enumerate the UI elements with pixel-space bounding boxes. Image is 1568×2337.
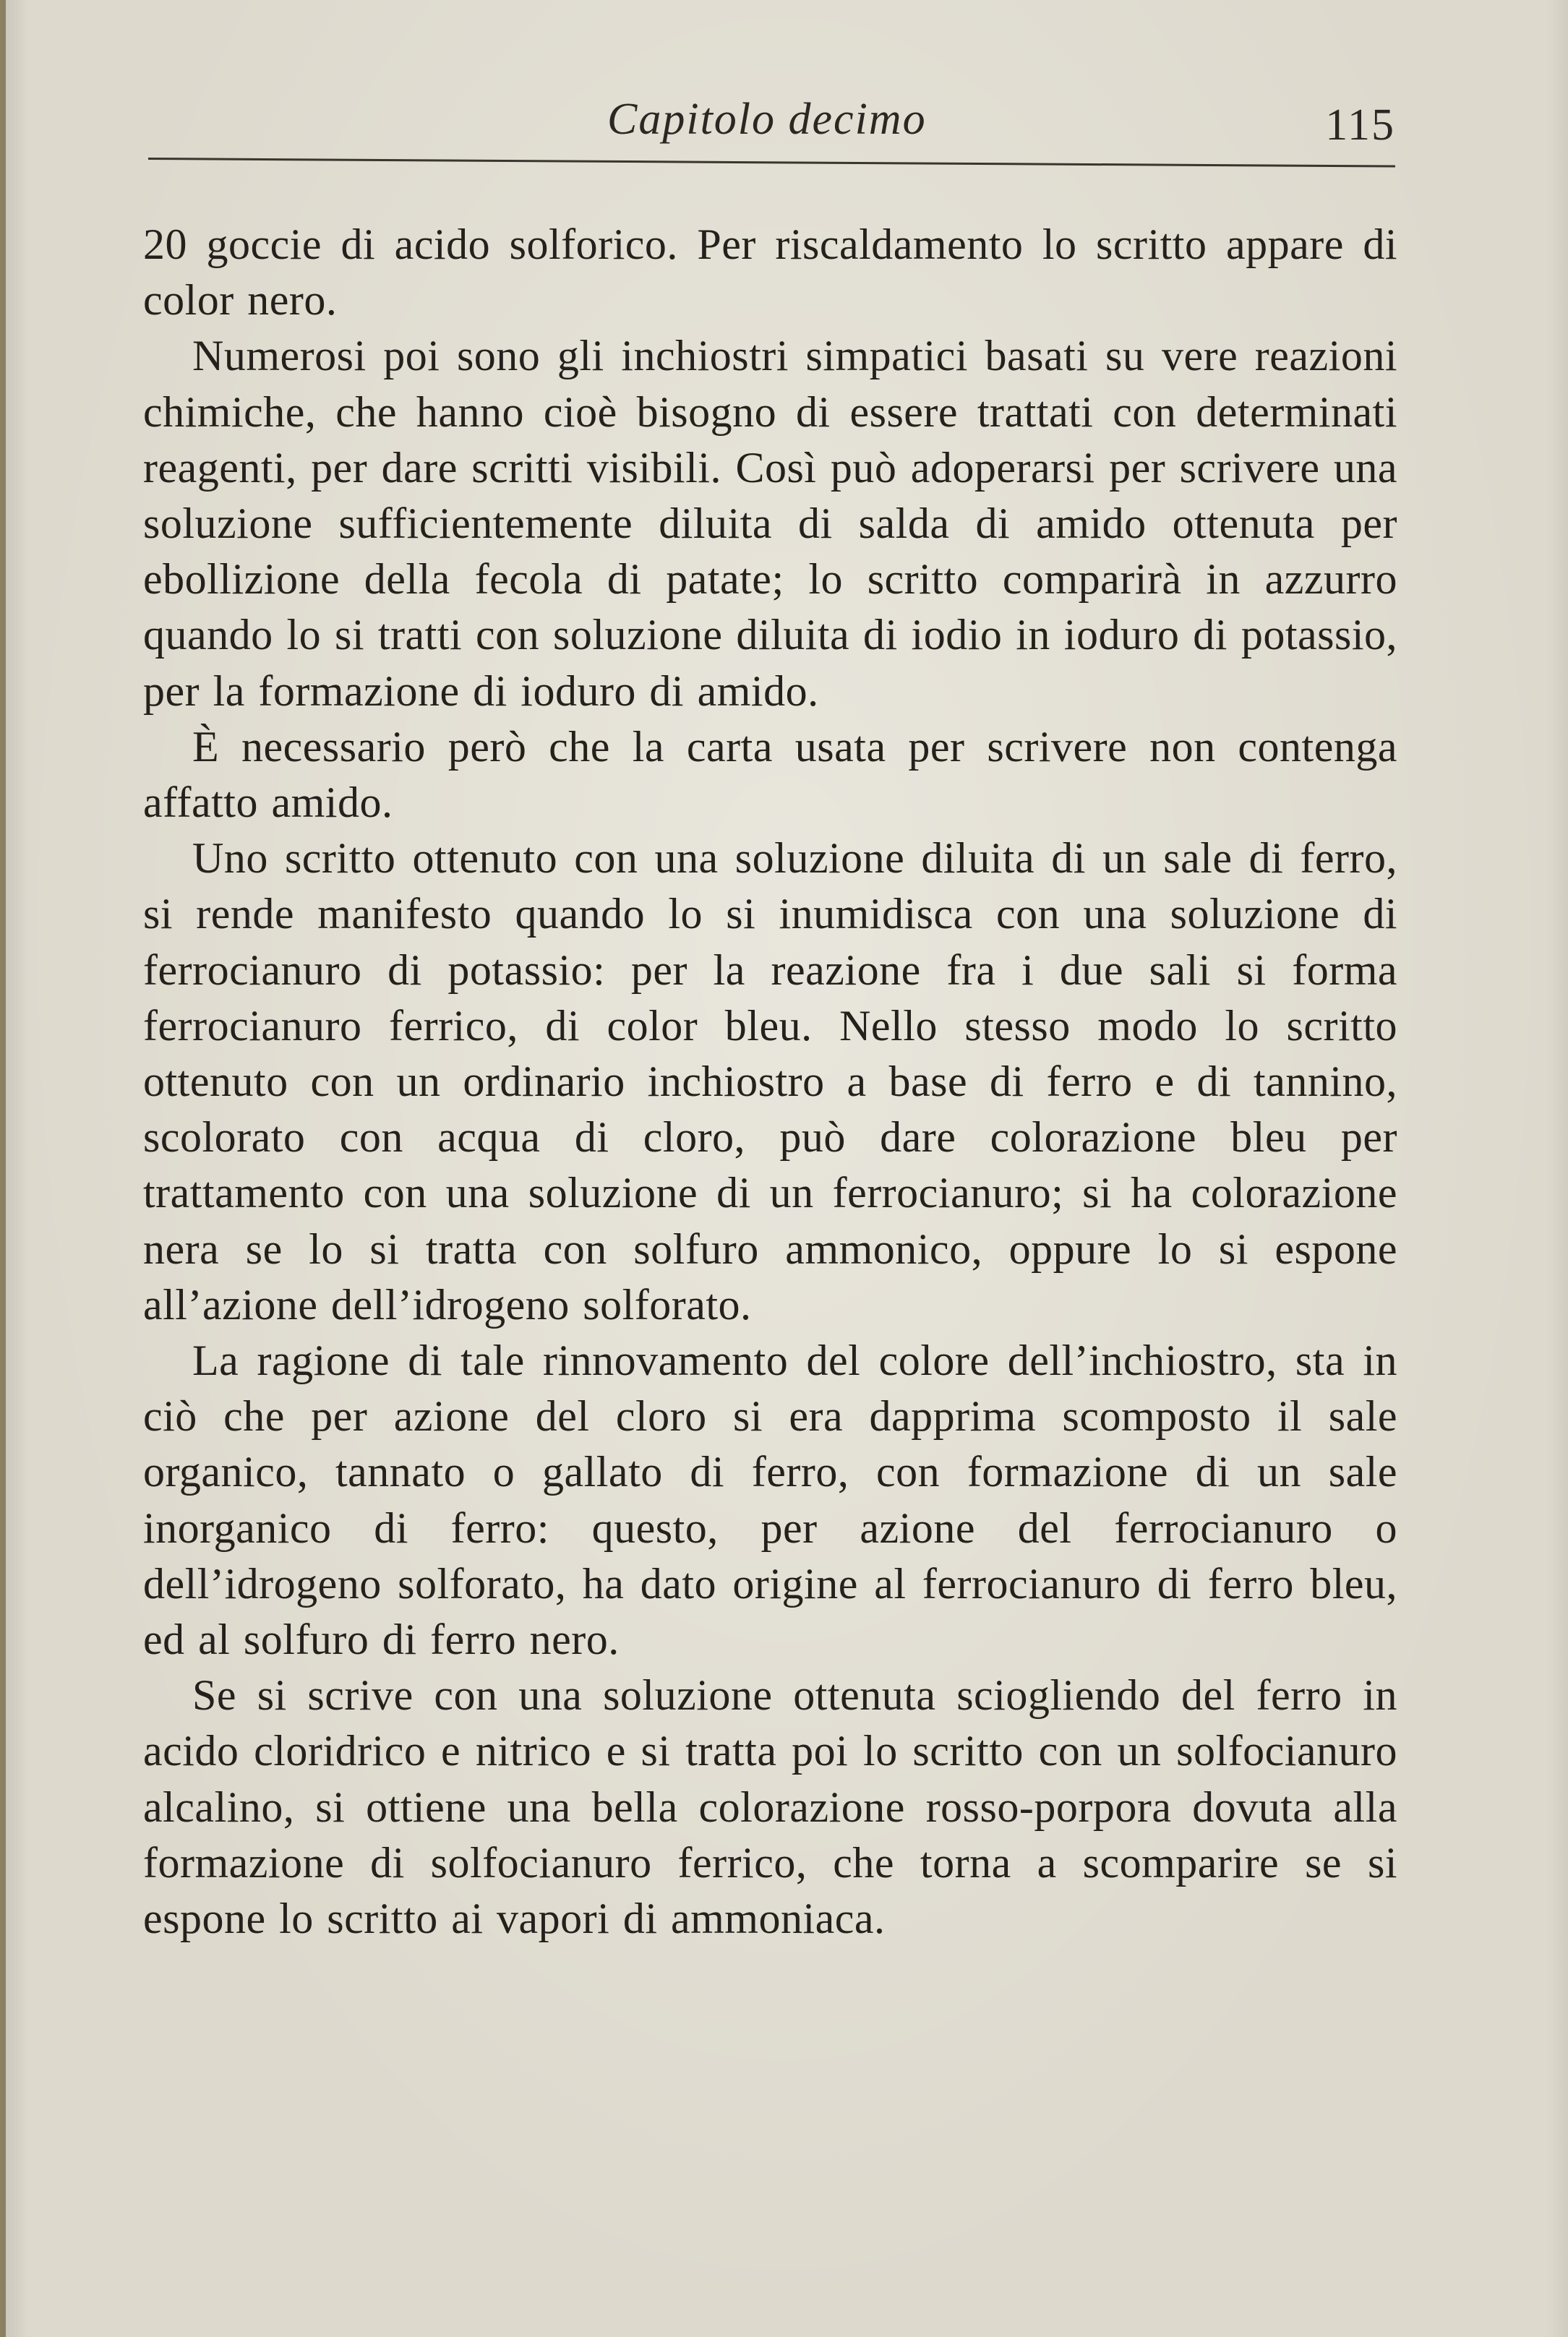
paragraph: Numerosi poi sono gli inchiostri simpatici basati su vere reazioni chimiche, che hanno cioè bisogno di essere trattati con determinati reagenti, per dare scritti visibili. Così può adoperarsi per scrivere una soluzione sufficientemente diluita di salda di amido ottenuta per ebollizione della fecola di patate; lo scritto comparirà in azzurro quando lo si tratti con soluzione diluita di iodio in ioduro di potassio, per la formazione di ioduro di amido. — [143, 332, 1397, 715]
header-rule — [148, 158, 1395, 168]
page-header — [148, 94, 1395, 181]
body-text — [143, 217, 1397, 1947]
page-number: 115 — [1325, 100, 1395, 150]
running-head: Capitolo decimo — [607, 95, 927, 144]
paragraph: 20 goccie di acido solforico. Per riscaldamento lo scritto appare di color nero. — [143, 220, 1397, 325]
paragraph: La ragione di tale rinnovamento del colore dell’inchiostro, sta in ciò che per azione del cloro si era dapprima scomposto il sale organico, tannato o gallato di ferro, con formazione di un sale inorganico di ferro: questo, per azione del ferrocianuro o dell’idrogeno solforato, ha dato origine al ferrocianuro di ferro bleu, ed al solfuro di ferro nero. — [143, 1337, 1397, 1664]
page-binding-edge — [0, 0, 6, 2337]
paragraph: È necessario però che la carta usata per scrivere non contenga affatto amido. — [143, 722, 1397, 827]
paragraph: Se si scrive con una soluzione ottenuta sciogliendo del ferro in acido cloridrico e nitrico e si tratta poi lo scritto con un solfocianuro alcalino, si ottiene una bella colorazione rosso-porpora dovuta alla formazione di solfocianuro ferrico, che torna a scomparire se si espone lo scritto ai vapori di ammoniaca. — [143, 1671, 1397, 1943]
paragraph: Uno scritto ottenuto con una soluzione diluita di un sale di ferro, si rende manifesto quando lo si inumidisca con una soluzione di ferrocianuro di potassio: per la reazione fra i due sali si forma ferrocianuro ferrico, di color bleu. Nello stesso modo lo scritto ottenuto con un ordinario inchiostro a base di ferro e di tannino, scolorato con acqua di cloro, può dare colorazione bleu per trattamento con una soluzione di un ferrocianuro; si ha colorazione nera se lo si tratta con solfuro ammonico, oppure lo si espone all’azione dell’idrogeno solforato. — [143, 834, 1397, 1329]
